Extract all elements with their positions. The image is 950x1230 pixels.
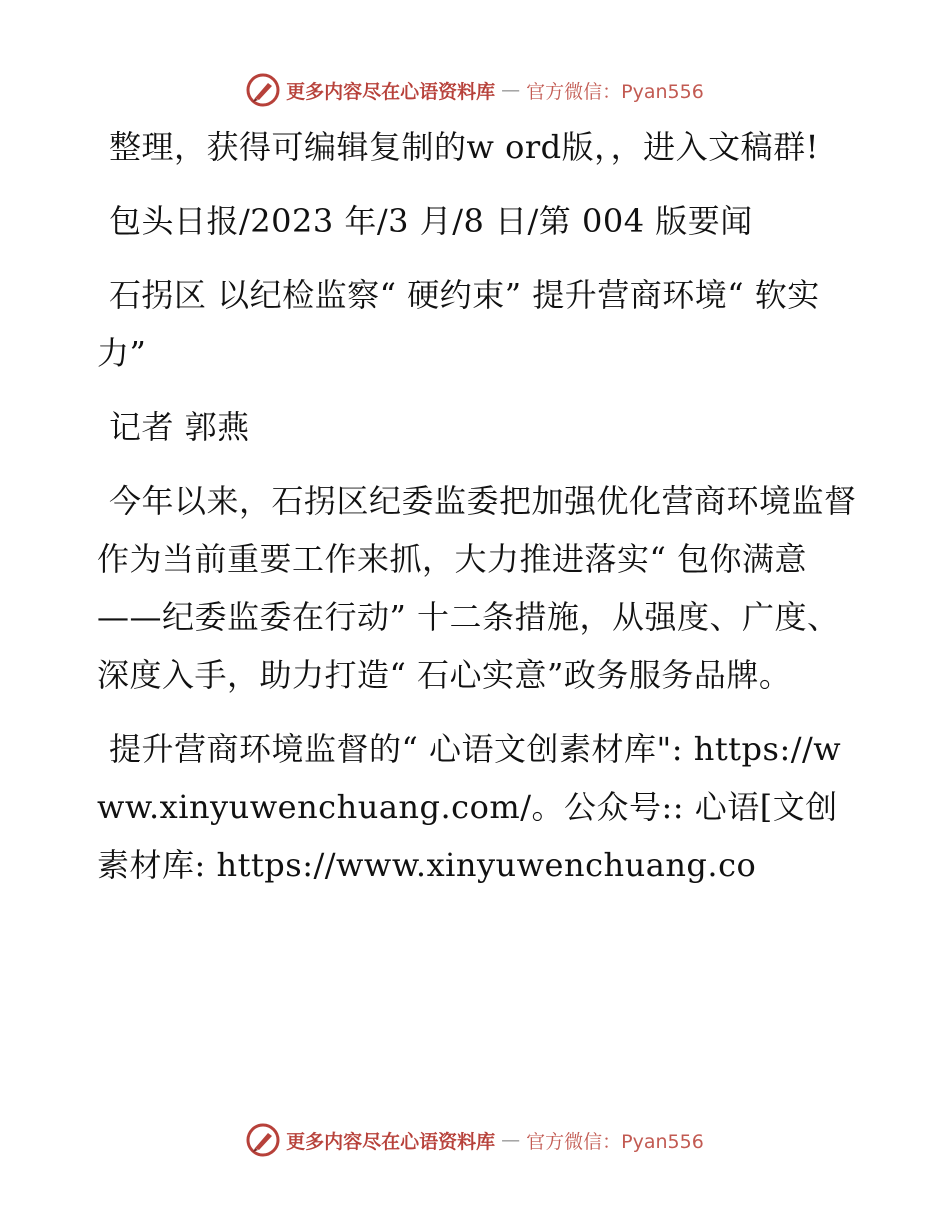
watermark-wechat: 官方微信：Pyan556	[526, 1130, 704, 1153]
watermark-wechat: 官方微信：Pyan556	[526, 80, 704, 103]
watermark-slogan: 更多内容尽在心语资料库	[286, 80, 496, 103]
intro-paragraph: 整理，获得可编辑复制的w ord版，，进入文稿群!	[109, 128, 819, 166]
body-paragraph: 今年以来，石拐区纪委监委把加强优化营商环境监督作为当前重要工作来抓，大力推进落实“ 包你满意——纪委监委在行动” 十二条措施，从强度、广度、深度入手，助力打造“ 石心实意”政务服务品牌。	[97, 482, 857, 694]
watermark-dash: —	[501, 79, 521, 101]
header-watermark	[0, 70, 950, 110]
source-line: 包头日报/2023 年/3 月/8 日/第 004 版要闻	[109, 202, 753, 240]
watermark-slogan: 更多内容尽在心语资料库	[286, 1130, 496, 1153]
quill-pen-logo-icon	[246, 73, 280, 107]
body-paragraph-link: 提升营商环境监督的“ 心语文创素材库": https://www.xinyuwenchuang.com/。公众号:: 心语[文创素材库: https://www.xinyuwenchuang.co	[97, 730, 842, 884]
document-body	[97, 118, 857, 910]
byline: 记者 郭燕	[109, 408, 250, 446]
footer-watermark	[0, 1120, 950, 1160]
article-title: 石拐区 以纪检监察“ 硬约束” 提升营商环境“ 软实力”	[97, 276, 820, 372]
watermark-dash: —	[501, 1129, 521, 1151]
quill-pen-logo-icon	[246, 1123, 280, 1157]
